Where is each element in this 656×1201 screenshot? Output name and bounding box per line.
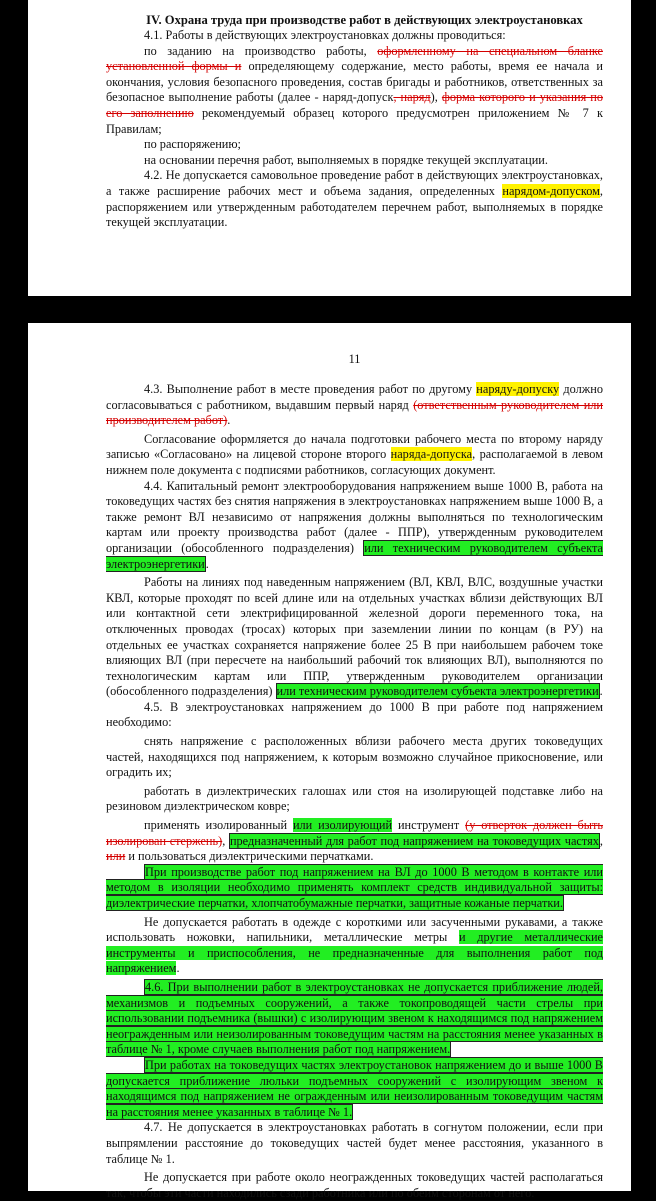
yellow-highlight: наряду-допуску bbox=[476, 382, 560, 396]
paragraph-list: на основании перечня работ, выполняемых в порядке текущей эксплуатации. bbox=[144, 152, 548, 167]
green-highlight: При работах на токоведущих частях электроустановок напряжением до и выше 1000 В допускается приближение люльки подъемных сооружений с изолирующим звеном к находящимся под напряжением не огражденным или неизолированным токоведущим частям на расстояния менее указанных в таблице № 1. bbox=[106, 1057, 603, 1119]
document-page-11 bbox=[28, 323, 631, 1200]
paragraph-4-5-b: работать в диэлектрических галошах или стоя на изолирующей подставке либо на резиновом диэлектрическом ковре; bbox=[106, 783, 603, 814]
paragraph-task: по заданию на производство работы, оформленному на специальном бланке установленной формы и определяющему содержание, место работы, время ее начала и окончания, условия безопасного проведения, состав бригады и работников, ответственных за безопасное выполнение работы (далее - наряд-допуск, наряд), форма которого и указания по его заполнению рекомендуемый образец которого предусмотрен приложением № 7 к Правилам; bbox=[106, 43, 603, 136]
green-highlight: или изолирующий bbox=[292, 818, 393, 833]
document-page-top bbox=[28, 0, 631, 296]
paragraph-order: по распоряжению; bbox=[144, 137, 241, 152]
paragraph-agreement: Согласование оформляется до начала подготовки рабочего места по второму наряду записью «Согласовано» на лицевой стороне второго наряда-допуска, располагаемой в левом нижнем поле документа с подписями работников, согласующих документ. bbox=[106, 431, 603, 477]
paragraph-4-4: 4.4. Капитальный ремонт электрооборудования напряжением выше 1000 В, работа на токоведущих частях без снятия напряжения в электроустановках напряжением выше 1000 В, а также ремонт ВЛ независимо от напряжения должны выполняться по технологическим картам или проекту производства работ (далее - ППР), утвержденным руководителем организации (обособленного подразделения) или техническим руководителем субъекта электроэнергетики. bbox=[106, 478, 604, 571]
green-highlight: При производстве работ под напряжением на ВЛ до 1000 В методом в контакте или методом в изоляции необходимо применять комплект средств индивидуальной защиты: диэлектрические перчатки, хлопчатобумажные перчатки, защитные кожаные перчатки. bbox=[106, 864, 603, 910]
paragraph-4-6 bbox=[106, 980, 603, 1058]
paragraph-4-5-d bbox=[106, 865, 603, 912]
green-highlight: и другие металлические инструменты и приспособления, не предназначенные для выполнения работ под напряжением bbox=[106, 930, 603, 976]
section-heading: IV. Охрана труда при производстве работ в действующих электроустановках bbox=[146, 13, 583, 27]
paragraph-4-5: 4.5. В электроустановках напряжением до 1000 В при работе под напряжением необходимо: bbox=[106, 699, 603, 730]
paragraph-clothing: Не допускается работать в одежде с короткими или засученными рукавами, а также использовать ножовки, напильники, металлические метры и другие металлические инструменты и приспособления, не предназначенные для выполнения работ под напряжением. bbox=[106, 914, 603, 976]
deleted-text: или bbox=[106, 849, 126, 864]
deleted-text: (ответственным руководителем или производителем работ) bbox=[106, 397, 603, 428]
deleted-text: (у отверток должен быть изолирован стержень) bbox=[106, 818, 604, 848]
paragraph-4-5-c: применять изолированный или изолирующий инструмент (у отверток должен быть изолирован стержень), предназначенный для работ под напряжением на токоведущих частях, или и пользоваться диэлектрическими перчатками. bbox=[106, 818, 604, 864]
paragraph-4-2: 4.2. Не допускается самовольное проведение работ в действующих электроустановках, а также расширение рабочих мест и объема задания, определенных нарядом-допуском, распоряжением или утвержденным работодателем перечнем работ, выполняемых в порядке текущей эксплуатации. bbox=[106, 168, 603, 230]
yellow-highlight: нарядом-допуском bbox=[502, 183, 600, 198]
green-highlight: предназначенный для работ под напряжением на токоведущих частях bbox=[229, 833, 599, 848]
paragraph-4-7: 4.7. Не допускается в электроустановках работать в согнутом положении, если при выпрямлении расстояние до токоведущих частей будет менее расстояния, указанного в таблице № 1. bbox=[106, 1120, 603, 1166]
yellow-highlight: наряда-допуска bbox=[390, 447, 473, 462]
green-highlight: или техническим руководителем субъекта электроэнергетики bbox=[106, 540, 604, 571]
deleted-text: , наряд bbox=[393, 90, 431, 105]
paragraph-4-5-a: снять напряжение с расположенных вблизи рабочего места других токоведущих частей, находящихся под напряжением, к которым возможно случайное прикосновение, или оградить их; bbox=[106, 734, 603, 780]
green-highlight: 4.6. При выполнении работ в электроустановках не допускается приближение людей, механизмов и подъемных сооружений, а также токопроводящей части стрелы при использовании подъемника (вышки) с изолирующим звеном к находящимся под напряжением неогражденным или неизолированным токоведущим частям на расстояния менее указанных в таблице № 1, кроме случаев выполнения работ под напряжением. bbox=[106, 979, 603, 1057]
deleted-text: форма которого и указания по его заполнению bbox=[106, 90, 603, 120]
green-highlight: или техническим руководителем субъекта электроэнергетики bbox=[276, 684, 599, 699]
paragraph-4-3: 4.3. Выполнение работ в месте проведения работ по другому наряду-допуску должно согласовываться с работником, выдавшим первый наряд (ответственным руководителем или производителем работ). bbox=[106, 382, 603, 428]
paragraph-induced-voltage: Работы на линиях под наведенным напряжением (ВЛ, КВЛ, ВЛС, воздушные участки КВЛ, которые проходят по всей длине или на отдельных участках вблизи действующих ВЛ или контактной сети электрифицированной железной дороги переменного тока, на отключенных проводах (тросах) которых при заземлении линии по концам (в РУ) на отдельных ее участках сохраняется напряжение более 25 В при наибольшем рабочем токе влияющих ВЛ (при пересчете на наибольший рабочий ток влияющих ВЛ), выполняются по технологическим картам или ППР, утвержденным руководителем организации (обособленного подразделения) или техническим руководителем субъекта электроэнергетики. bbox=[106, 575, 603, 699]
paragraph-4-1: 4.1. Работы в действующих электроустановках должны проводиться: bbox=[144, 28, 506, 42]
page-number: 11 bbox=[348, 352, 361, 366]
paragraph-4-6-b bbox=[106, 1058, 603, 1120]
paragraph-4-7-b: Не допускается при работе около неогражденных токоведущих частей располагаться так, чтобы эти части находились сзади работника или по обеим сторонам от него. bbox=[106, 1170, 603, 1200]
deleted-text: оформленному на специальном бланке установленной формы и bbox=[106, 43, 603, 74]
